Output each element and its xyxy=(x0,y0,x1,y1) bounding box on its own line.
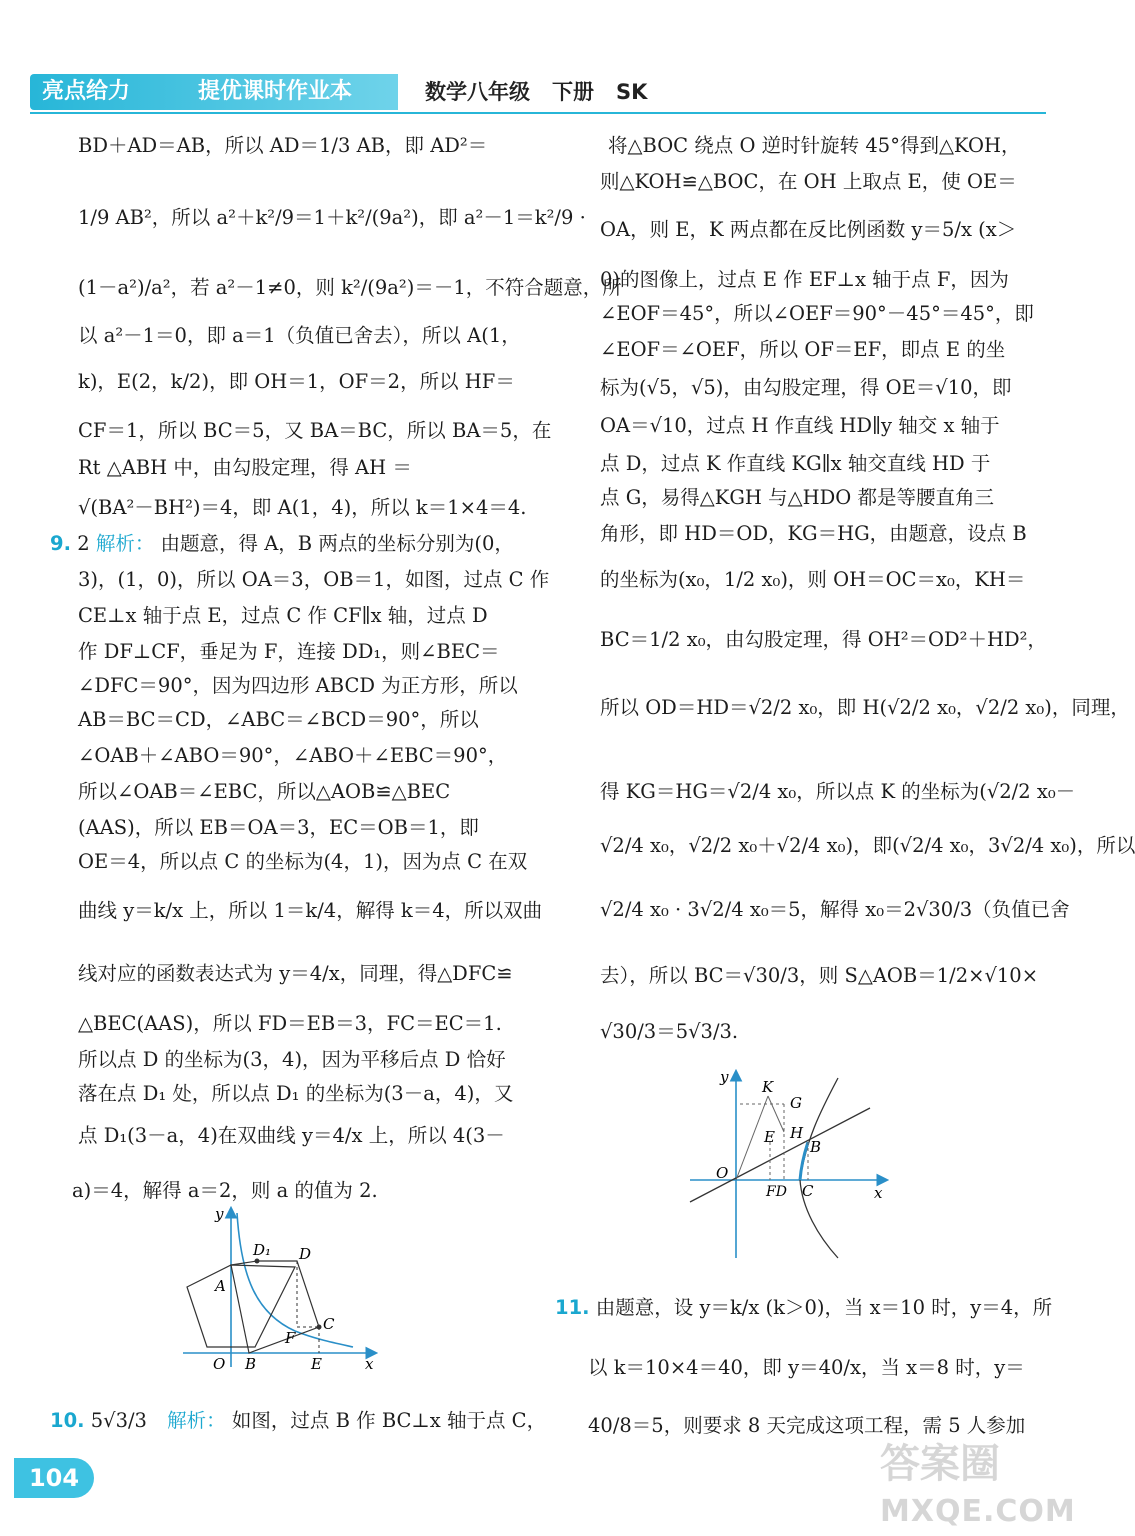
text-line: 得 KG＝HG＝√2/4 x₀，所以点 K 的坐标为(√2/2 x₀－ xyxy=(600,780,1076,803)
label-y: y xyxy=(215,1205,224,1223)
text-line: 1/9 AB²，所以 a²＋k²/9＝1＋k²/(9a²)，即 a²－1＝k²/9 · xyxy=(78,206,586,229)
question-answer: 5√3/3 xyxy=(90,1409,147,1432)
question-number: 10. xyxy=(50,1409,85,1432)
point-c xyxy=(317,1325,322,1330)
text-line: 则△KOH≌△BOC，在 OH 上取点 E，使 OE＝ xyxy=(600,170,1017,193)
text-line: 的坐标为(x₀，1/2 x₀)，则 OH＝OC＝x₀，KH＝ xyxy=(600,568,1026,591)
hyperbola-curve xyxy=(237,1213,353,1347)
text-line: 3)，(1，0)，所以 OA＝3，OB＝1，如图，过点 C 作 xyxy=(78,568,550,591)
text-line: 以 a²－1＝0，即 a＝1（负值已舍去），所以 A(1， xyxy=(78,324,521,347)
page-number: 104 xyxy=(14,1458,94,1498)
text-line: √2/4 x₀，√2/2 x₀＋√2/4 x₀)，即(√2/4 x₀，3√2/4 x₀)，所以 xyxy=(600,834,1135,857)
text-line: CF＝1，所以 BC＝5，又 BA＝BC，所以 BA＝5，在 xyxy=(78,419,552,442)
analysis-label: 解析： xyxy=(95,532,155,555)
square-original xyxy=(187,1265,295,1347)
text-line: 去），所以 BC＝√30/3，则 S△AOB＝1/2×√10× xyxy=(600,964,1039,987)
question-number: 11. xyxy=(555,1296,590,1319)
page-header xyxy=(0,70,1046,114)
volume: 下册 xyxy=(552,80,594,104)
text-line: AB＝BC＝CD，∠ABC＝∠BCD＝90°，所以 xyxy=(78,708,479,731)
text-line: OA＝√10，过点 H 作直线 HD∥y 轴交 x 轴于 xyxy=(600,414,1000,437)
watermark-title: 答案圈 xyxy=(880,1441,1000,1487)
figure-question-10 xyxy=(688,1068,893,1273)
text-line: (1－a²)/a²，若 a²－1≠0，则 k²/(9a²)＝－1，不符合题意，所 xyxy=(78,276,622,299)
text-line: 如图，过点 B 作 BC⊥x 轴于点 C， xyxy=(231,1409,547,1432)
label-h: H xyxy=(790,1124,804,1142)
label-b: B xyxy=(810,1138,822,1156)
question-number: 9. xyxy=(50,532,71,555)
text-line: √30/3＝5√3/3. xyxy=(600,1020,739,1043)
header-rule xyxy=(30,112,1046,114)
label-a: A xyxy=(215,1277,226,1295)
text-line: 所以点 D 的坐标为(3，4)，因为平移后点 D 恰好 xyxy=(78,1048,506,1071)
question-11-line xyxy=(555,1292,1052,1320)
question-10-line xyxy=(50,1405,546,1433)
text-line: △BEC(AAS)，所以 FD＝EB＝3，FC＝EC＝1. xyxy=(78,1012,502,1035)
text-line: 由题意，设 y＝k/x (k＞0)，当 x＝10 时，y＝4，所 xyxy=(595,1296,1053,1319)
text-line: BD＋AD＝AB，所以 AD＝1/3 AB，即 AD²＝ xyxy=(78,134,488,157)
text-line: OE＝4，所以点 C 的坐标为(4，1)，因为点 C 在双 xyxy=(78,850,528,873)
text-line: 曲线 y＝k/x 上，所以 1＝k/4，解得 k＝4，所以双曲 xyxy=(78,899,543,922)
text-line: 所以 OD＝HD＝√2/2 x₀，即 H(√2/2 x₀，√2/2 x₀)，同理， xyxy=(600,696,1130,719)
series-banner xyxy=(30,74,398,110)
text-line: 所以∠OAB＝∠EBC，所以△AOB≌△BEC xyxy=(78,780,451,803)
label-o: O xyxy=(213,1355,226,1373)
label-x: x xyxy=(874,1184,883,1202)
label-d1: D₁ xyxy=(253,1241,272,1259)
text-line: k)，E(2，k/2)，即 OH＝1，OF＝2，所以 HF＝ xyxy=(78,370,515,393)
label-o: O xyxy=(716,1164,729,1182)
text-line: 将△BOC 绕点 O 逆时针旋转 45°得到△KOH， xyxy=(608,134,1021,157)
text-line: 0)的图像上，过点 E 作 EF⊥x 轴于点 F，因为 xyxy=(600,268,1009,291)
text-line: ∠DFC＝90°，因为四边形 ABCD 为正方形，所以 xyxy=(78,674,518,697)
text-line: 标为(√5，√5)，由勾股定理，得 OE＝√10，即 xyxy=(600,376,1012,399)
text-line: CE⊥x 轴于点 E，过点 C 作 CF∥x 轴，过点 D xyxy=(78,604,488,627)
text-line: √(BA²－BH²)＝4，即 A(1，4)，所以 k＝1×4＝4. xyxy=(78,496,527,519)
question-9-line xyxy=(50,528,514,556)
label-b: B xyxy=(245,1355,257,1373)
text-line: 点 G，易得△KGH 与△HDO 都是等腰直角三 xyxy=(600,486,994,509)
text-line: ∠OAB＋∠ABO＝90°，∠ABO＋∠EBC＝90°， xyxy=(78,744,508,767)
series-name: 亮点给力 xyxy=(42,79,131,104)
text-line: ∠EOF＝45°，所以∠OEF＝90°－45°＝45°，即 xyxy=(600,302,1034,325)
label-f: F xyxy=(285,1329,296,1347)
text-line: 作 DF⊥CF，垂足为 F，连接 DD₁，则∠BEC＝ xyxy=(78,640,500,663)
text-line: 40/8＝5，则要求 8 天完成这项工程，需 5 人参加 xyxy=(588,1414,1026,1437)
label-x: x xyxy=(365,1355,374,1373)
label-fd: FD xyxy=(766,1184,787,1200)
label-k: K xyxy=(762,1078,774,1096)
label-d: D xyxy=(299,1245,312,1263)
hyperbola-curve xyxy=(800,1078,838,1258)
subject: 数学八年级 xyxy=(425,80,530,104)
text-line: 线对应的函数表达式为 y＝4/x，同理，得△DFC≌ xyxy=(78,962,513,985)
segment-kh xyxy=(768,1096,784,1132)
text-line: (AAS)，所以 EB＝OA＝3，EC＝OB＝1，即 xyxy=(78,816,479,839)
watermark xyxy=(820,1430,1076,1536)
point-d1 xyxy=(255,1259,260,1264)
text-line: Rt △ABH 中，由勾股定理，得 AH ＝ xyxy=(78,456,412,479)
text-line: BC＝1/2 x₀，由勾股定理，得 OH²＝OD²＋HD²， xyxy=(600,628,1047,651)
text-line: OA，则 E，K 两点都在反比例函数 y＝5/x (x＞ xyxy=(600,218,1017,241)
text-line: 落在点 D₁ 处，所以点 D₁ 的坐标为(3－a，4)，又 xyxy=(78,1082,514,1105)
text-line: a)＝4，解得 a＝2，则 a 的值为 2. xyxy=(72,1179,378,1202)
hyperbola-highlight xyxy=(800,1142,808,1180)
text-line: ∠EOF＝∠OEF，所以 OF＝EF，即点 E 的坐 xyxy=(600,338,1006,361)
text-line: 角形，即 HD＝OD，KG＝HG，由题意，设点 B xyxy=(600,522,1027,545)
text-line: 由题意，得 A，B 两点的坐标分别为(0， xyxy=(160,532,514,555)
analysis-label: 解析： xyxy=(167,1409,226,1432)
label-c: C xyxy=(323,1315,335,1333)
label-e: E xyxy=(311,1355,322,1373)
label-e: E xyxy=(764,1128,775,1146)
label-c: C xyxy=(802,1182,814,1200)
book-title xyxy=(425,74,669,110)
figure-question-9 xyxy=(175,1205,380,1373)
label-g: G xyxy=(790,1094,802,1112)
edition: SK xyxy=(616,80,648,104)
label-y: y xyxy=(720,1068,729,1086)
text-line: 以 k＝10×4＝40，即 y＝40/x，当 x＝8 时，y＝ xyxy=(588,1356,1025,1379)
question-answer: 2 xyxy=(77,532,90,555)
text-line: 点 D，过点 K 作直线 KG∥x 轴交直线 HD 于 xyxy=(600,452,991,475)
watermark-url: MXQE.COM xyxy=(880,1494,1076,1529)
text-line: √2/4 x₀ · 3√2/4 x₀＝5，解得 x₀＝2√30/3（负值已舍 xyxy=(600,898,1070,921)
text-line: 点 D₁(3－a，4)在双曲线 y＝4/x 上，所以 4(3－ xyxy=(78,1124,505,1147)
series-subtitle: 提优课时作业本 xyxy=(198,79,353,104)
